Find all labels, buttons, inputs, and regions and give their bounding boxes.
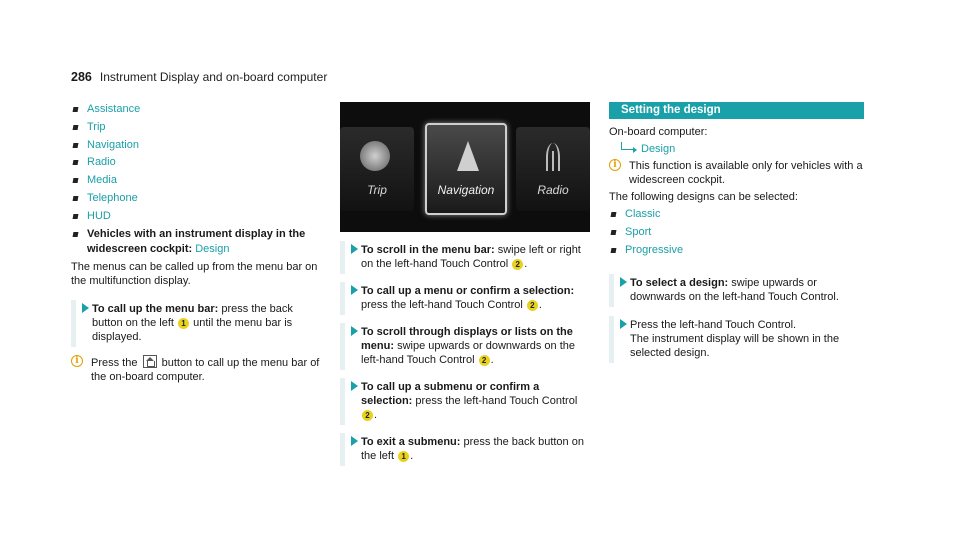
menu-item-assistance[interactable]: Assistance (87, 103, 141, 115)
callout-2-icon: 2 (512, 259, 523, 270)
step-text: press the back button on the left (92, 302, 293, 329)
tile-label: Navigation (437, 183, 495, 197)
menu-item-trip[interactable]: Trip (87, 120, 106, 133)
trip-icon (360, 141, 390, 171)
design-list (609, 207, 867, 260)
step-arrow-icon (351, 285, 358, 295)
step-arrow-icon (620, 277, 627, 287)
menu-item-hud[interactable]: HUD (87, 209, 111, 222)
callout-2-icon: 2 (527, 300, 538, 311)
note-home-button (71, 355, 321, 384)
note-widescreen (609, 159, 867, 187)
list-item (71, 209, 321, 227)
menu-path-design[interactable]: Design (641, 143, 676, 155)
step-arrow-icon (351, 244, 358, 254)
designs-intro: The following designs can be selected: (609, 191, 798, 203)
column-1 (71, 102, 321, 384)
step-exit-submenu (340, 433, 590, 466)
path-label: On-board computer: (609, 126, 708, 138)
column-3 (609, 102, 867, 363)
navigation-icon (457, 141, 479, 171)
step-title: To call up a menu or confirm a selection: (361, 285, 575, 297)
submenu-arrow-icon (621, 142, 633, 150)
list-item (609, 207, 867, 225)
step-arrow-icon (351, 381, 358, 391)
step-title: To call up a submenu or confirm a selection: (361, 381, 540, 407)
step-call-submenu (340, 378, 590, 425)
design-sport[interactable]: Sport (625, 225, 652, 238)
page-header (71, 70, 327, 84)
list-item (71, 138, 321, 156)
design-classic[interactable]: Classic (625, 208, 661, 220)
widescreen-design-link[interactable]: Design (195, 242, 230, 255)
menu-item-telephone[interactable]: Telephone (87, 191, 138, 204)
step-tail: . (538, 299, 542, 311)
step-text: press the back button on the left (361, 436, 584, 462)
step-text: swipe upwards or downwards on the left-hand Touch Control (361, 340, 575, 366)
menu-bar-screenshot (340, 102, 590, 232)
radio-icon (546, 143, 560, 171)
home-icon (143, 355, 157, 368)
info-icon: i (609, 159, 621, 171)
list-item (71, 173, 321, 191)
design-progressive[interactable]: Progressive (625, 243, 684, 256)
step-tail: . (374, 409, 378, 421)
step-scroll-displays (340, 323, 590, 370)
list-item (71, 191, 321, 209)
step-text: until the menu bar is displayed. (92, 316, 293, 343)
tile-navigation (425, 123, 507, 215)
list-item (71, 120, 321, 138)
list-item (609, 243, 867, 261)
step-title: To scroll through displays or lists on the menu: (361, 326, 573, 352)
step-scroll-menu-bar (340, 241, 590, 274)
list-item (71, 227, 321, 260)
step-title: To call up the menu bar: (92, 302, 219, 315)
menu-item-radio[interactable]: Radio (87, 156, 116, 169)
menu-path (609, 142, 867, 156)
column-2 (340, 102, 590, 466)
step-call-menu-bar (71, 300, 321, 347)
list-item (71, 102, 321, 120)
list-item (609, 225, 867, 243)
section-title: Setting the design (609, 102, 864, 119)
step-press-touch-control (609, 316, 867, 363)
note-text: Press the (91, 356, 138, 369)
menu-item-navigation[interactable]: Navigation (87, 138, 139, 151)
step-text: press the left-hand Touch Control (361, 299, 523, 311)
step-arrow-icon (351, 326, 358, 336)
step-title: To scroll in the menu bar: (361, 244, 495, 256)
tile-radio (516, 127, 590, 211)
step-tail: . (490, 354, 494, 366)
info-icon: i (71, 355, 83, 367)
callout-1-icon: 1 (178, 318, 189, 329)
callout-1-icon: 1 (398, 451, 409, 462)
callout-2-icon: 2 (362, 410, 373, 421)
step-select-design (609, 274, 867, 307)
step-text: swipe left or right on the left-hand Touch Control (361, 244, 581, 270)
tile-label: Trip (367, 183, 387, 197)
step-tail: . (410, 450, 414, 462)
step-arrow-icon (620, 319, 627, 329)
list-item (71, 155, 321, 173)
step-title: To select a design: (630, 277, 729, 290)
page-number: 286 (71, 70, 92, 84)
note-text: This function is available only for vehicles with a widescreen cockpit. (629, 160, 863, 186)
tile-trip (340, 127, 414, 211)
widescreen-label: Vehicles with an instrument display in the widescreen cockpit: (87, 227, 306, 255)
menu-item-media[interactable]: Media (87, 174, 117, 187)
step-text: swipe upwards or downwards on the left-hand Touch Control. (630, 277, 839, 304)
header-title: Instrument Display and on-board computer (99, 70, 328, 84)
step-tail: . (524, 258, 528, 270)
menu-list (71, 102, 321, 260)
step-text: Press the left-hand Touch Control. (630, 319, 797, 332)
step-confirm-selection (340, 282, 590, 315)
tile-label: Radio (537, 183, 569, 197)
step-arrow-icon (82, 303, 89, 313)
intro-text: The menus can be called up from the menu bar on the multifunction display. (71, 260, 318, 287)
step-title: To exit a submenu: (361, 436, 461, 448)
step-text: press the left-hand Touch Control (415, 395, 578, 407)
step-result: The instrument display will be shown in the selected design. (630, 333, 840, 360)
step-arrow-icon (351, 436, 358, 446)
note-text: button to call up the menu bar of the on-board computer. (91, 356, 320, 383)
callout-2-icon: 2 (479, 355, 490, 366)
